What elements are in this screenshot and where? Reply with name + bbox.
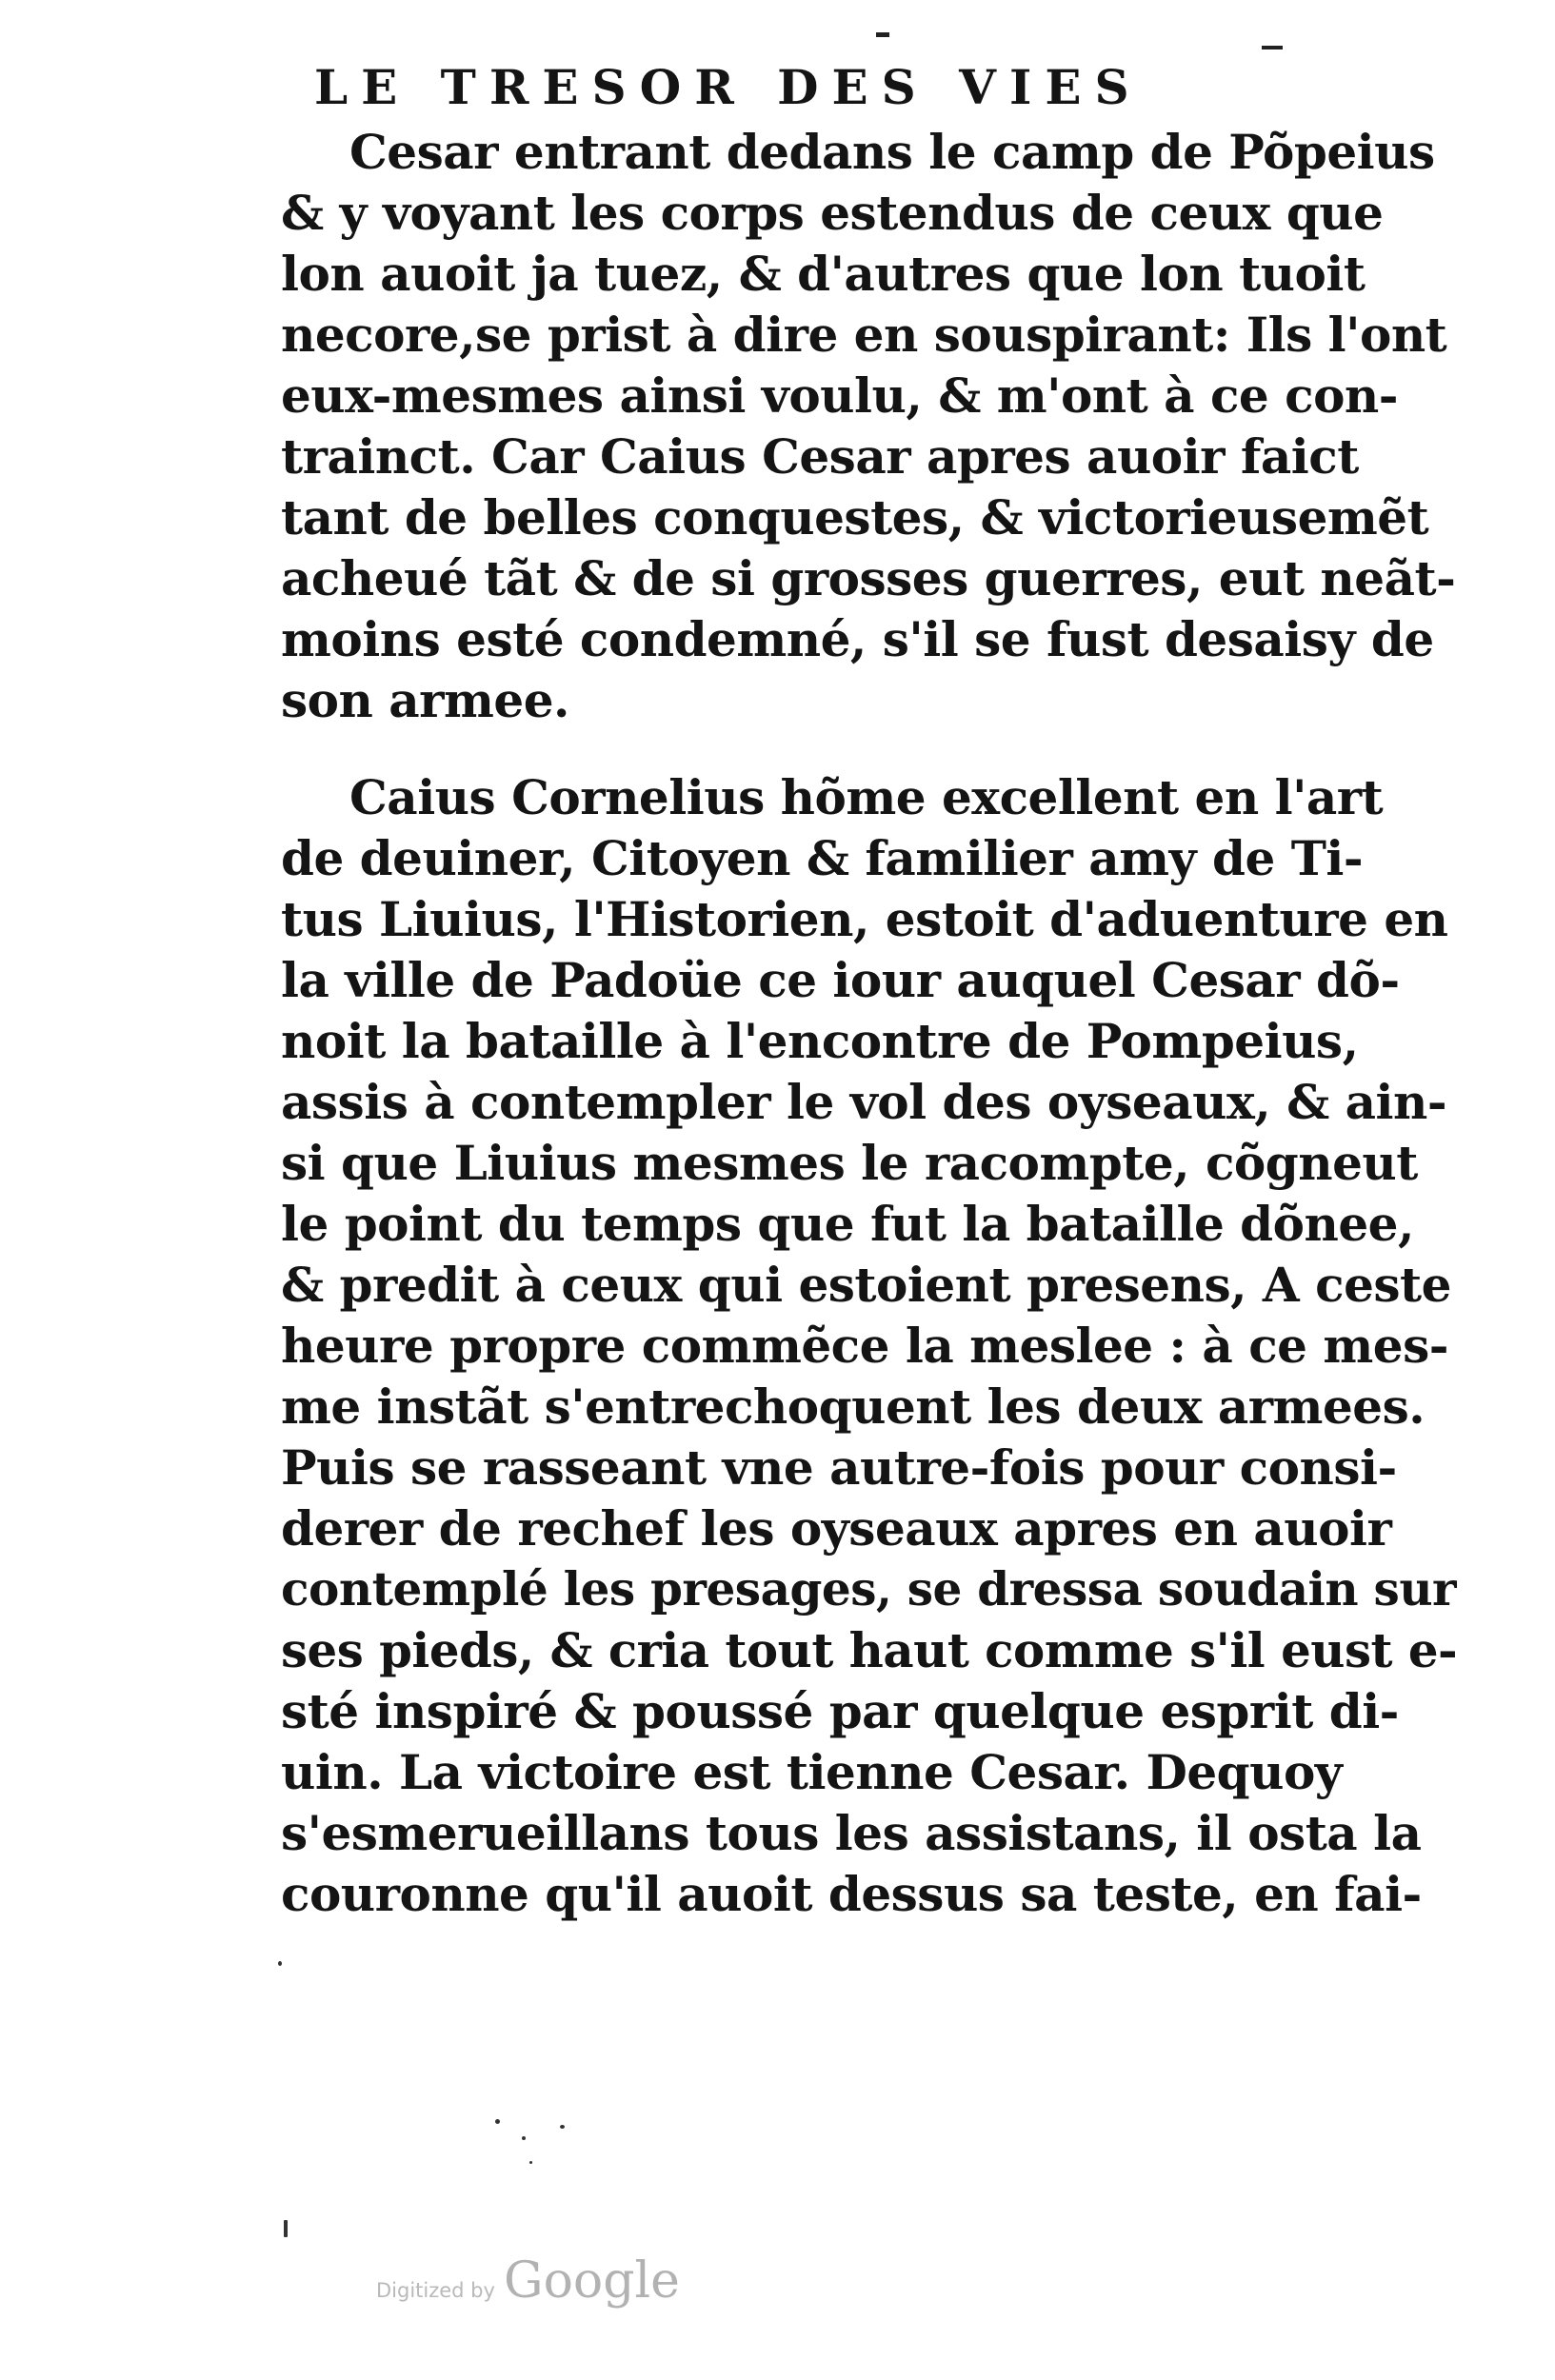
google-logo: Google bbox=[504, 2252, 680, 2310]
text-line: sté inspiré & poussé par quelque esprit di- bbox=[281, 1683, 1399, 1739]
text-line: necore,se prist à dire en souspirant: Ils l'ont bbox=[281, 307, 1447, 363]
print-speck bbox=[876, 32, 889, 37]
body-text bbox=[281, 122, 1457, 1925]
text-line: assis à contempler le vol des oyseaux, & ain- bbox=[281, 1074, 1447, 1130]
text-line: tus Liuius, l'Historien, estoit d'aduenture en bbox=[281, 891, 1448, 947]
text-line: couronne qu'il auoit dessus sa teste, en fai- bbox=[281, 1866, 1422, 1922]
text-line: son armee. bbox=[281, 672, 569, 728]
text-line: heure propre commẽce la meslee : à ce mes- bbox=[281, 1318, 1448, 1374]
print-speck bbox=[495, 2119, 500, 2124]
text-line: le point du temps que fut la bataille dõnee, bbox=[281, 1196, 1414, 1252]
text-line: noit la bataille à l'encontre de Pompeius, bbox=[281, 1013, 1359, 1069]
text-line: uin. La victoire est tienne Cesar. Dequoy bbox=[281, 1744, 1343, 1800]
print-speck bbox=[560, 2125, 565, 2129]
text-line: de deuiner, Citoyen & familier amy de Ti- bbox=[281, 830, 1364, 886]
text-line: si que Liuius mesmes le racompte, cõgneut bbox=[281, 1135, 1418, 1191]
print-speck bbox=[284, 2220, 288, 2237]
digitized-by-watermark bbox=[376, 2252, 709, 2319]
text-line: la ville de Padoüe ce iour auquel Cesar dõ- bbox=[281, 952, 1400, 1008]
digitized-label: Digitized by bbox=[376, 2279, 495, 2302]
text-line: s'esmerueillans tous les assistans, il osta la bbox=[281, 1805, 1422, 1861]
print-speck bbox=[529, 2161, 532, 2164]
text-line: Caius Cornelius hõme excellent en l'art bbox=[349, 769, 1384, 825]
text-line: & y voyant les corps estendus de ceux que bbox=[281, 185, 1384, 241]
print-speck bbox=[1262, 46, 1283, 50]
text-line: me instãt s'entrechoquent les deux armees. bbox=[281, 1378, 1425, 1435]
print-speck bbox=[522, 2136, 526, 2140]
text-line: Cesar entrant dedans le camp de Põpeius bbox=[349, 124, 1435, 180]
print-speck bbox=[278, 1961, 282, 1966]
text-line: tant de belles conquestes, & victorieusemẽt bbox=[281, 489, 1429, 545]
text-line: & predit à ceux qui estoient presens, A ceste bbox=[281, 1257, 1451, 1313]
text-line: eux-mesmes ainsi voulu, & m'ont à ce con- bbox=[281, 367, 1399, 424]
text-line: contemplé les presages, se dressa soudain sur bbox=[281, 1562, 1457, 1616]
text-line: trainct. Car Caius Cesar apres auoir faict bbox=[281, 428, 1359, 485]
text-line: Puis se rasseant vne autre-fois pour consi- bbox=[281, 1439, 1397, 1496]
text-line: moins esté condemné, s'il se fust desaisy de bbox=[281, 611, 1434, 667]
text-line: lon auoit ja tuez, & d'autres que lon tuoit bbox=[281, 246, 1366, 302]
text-line: ses pieds, & cria tout haut comme s'il eust e- bbox=[281, 1622, 1458, 1678]
text-line: derer de rechef les oyseaux apres en auoir bbox=[281, 1500, 1392, 1557]
text-line: acheué tãt & de si grosses guerres, eut neãt- bbox=[281, 550, 1456, 606]
running-header: LE TRESOR DES VIES bbox=[314, 59, 1143, 115]
